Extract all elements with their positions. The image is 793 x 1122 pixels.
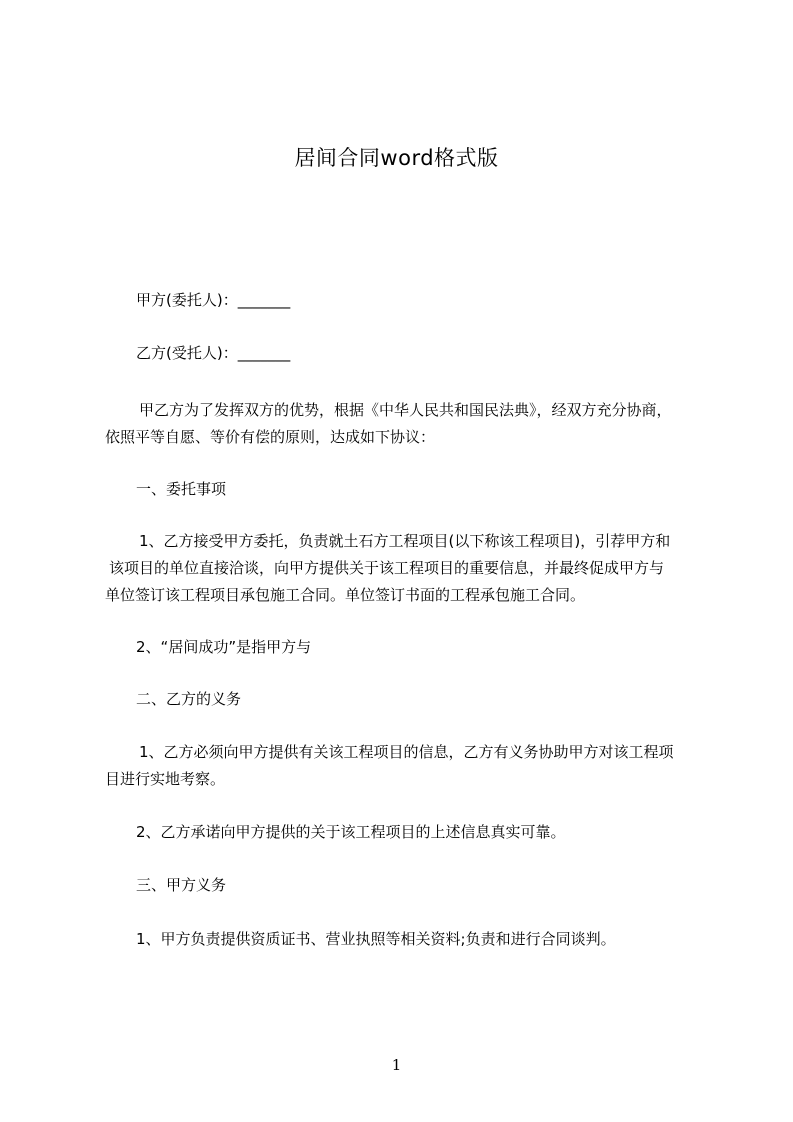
party-a-line: 甲方(委托人)：_______	[136, 291, 291, 309]
section-1-item-1-line-2: 该项目的单位直接洽谈，向甲方提供关于该工程项目的重要信息，并最终促成甲方与	[109, 559, 665, 577]
section-1-heading: 一、委托事项	[136, 480, 227, 498]
intro-line-1: 甲乙方为了发挥双方的优势，根据《中华人民共和国民法典》，经双方充分协商，	[139, 401, 672, 419]
section-1-item-1-line-1: 1、乙方接受甲方委托，负责就土石方工程项目(以下称该工程项目)，引荐甲方和	[139, 532, 671, 550]
intro-line-2: 依照平等自愿、等价有偿的原则，达成如下协议：	[105, 428, 436, 446]
section-3-item-1: 1、甲方负责提供资质证书、营业执照等相关资料;负责和进行合同谈判。	[136, 930, 616, 948]
section-2-heading: 二、乙方的义务	[136, 690, 242, 708]
intro-paragraph	[105, 397, 672, 451]
section-1-item-2: 2、“居间成功”是指甲方与	[136, 638, 312, 656]
section-3-heading: 三、甲方义务	[136, 876, 227, 894]
section-2-item-2: 2、乙方承诺向甲方提供的关于该工程项目的上述信息真实可靠。	[136, 823, 566, 841]
section-2-item-1-line-1: 1、乙方必须向甲方提供有关该工程项目的信息，乙方有义务协助甲方对该工程项	[139, 743, 674, 761]
section-1-item-1	[105, 528, 670, 609]
party-b-line: 乙方(受托人)：_______	[136, 344, 291, 362]
section-2-item-1-line-2: 目进行实地考察。	[105, 770, 226, 788]
section-1-item-1-line-3: 单位签订该工程项目承包施工合同。单位签订书面的工程承包施工合同。	[105, 586, 586, 604]
document-title: 居间合同word格式版	[294, 146, 499, 170]
page-number: 1	[391, 1056, 402, 1074]
section-2-item-1	[105, 739, 674, 793]
